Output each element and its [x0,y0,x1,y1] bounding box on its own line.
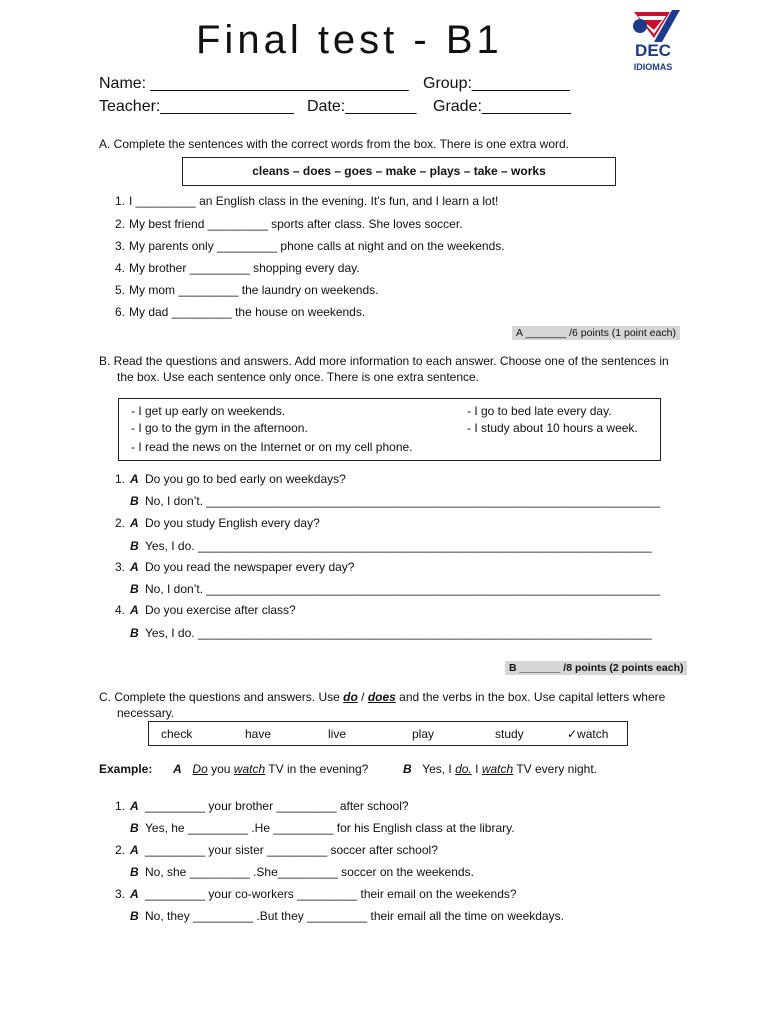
teacher-field-line[interactable]: Teacher:_______________ [99,98,294,115]
question-line[interactable]: _________ your co-workers _________ their email on the weekends? [145,887,517,901]
speaker-b-label: B [130,582,139,596]
example-label: Example: [99,762,153,776]
logo-icon [626,8,682,74]
svg-text:IDIOMAS: IDIOMAS [633,62,673,72]
section-b-item-number: 3. [115,560,126,574]
speaker-b-label: B [130,865,139,879]
speaker-a-label: A [130,560,139,574]
section-b-score: B _______ /8 points (2 points each) [505,661,687,675]
sentence-option: - I go to bed late every day. [467,404,612,418]
section-a-item-number: 1. [115,194,126,208]
dec-idiomas-logo [626,8,682,74]
section-a-item-text[interactable]: I _________ an English class in the evening. It’s fun, and I learn a lot! [129,194,499,208]
speaker-a-label: A [130,887,139,901]
section-b-item-number: 2. [115,516,126,530]
section-c-instruction-line2: necessary. [117,706,175,720]
question-text: Do you go to bed early on weekdays? [145,472,346,486]
instruction-slash: / [357,690,368,704]
speaker-a-label: A [130,799,139,813]
example-answer: do. [455,762,472,776]
section-c-item-number: 1. [115,799,126,813]
section-a-score: A _______ /6 points (1 point each) [512,326,680,340]
date-field-line[interactable]: Date:________ [307,98,417,115]
speaker-b-label: B [130,909,139,923]
section-c-verb-box [148,721,628,746]
answer-line[interactable]: Yes, I do. ____________________________________________________________________ [145,539,652,553]
answer-line[interactable]: No, I don’t. ____________________________________________________________________ [145,582,661,596]
section-b-instruction-line1: B. Read the questions and answers. Add more information to each answer. Choose one of the sentences in [99,354,669,368]
sentence-option: - I study about 10 hours a week. [467,421,638,435]
section-c-item-number: 3. [115,887,126,901]
example-text: I [475,762,479,776]
section-a-item-number: 2. [115,217,126,231]
speaker-a-label: A [173,762,182,776]
answer-line[interactable]: No, she _________ .She_________ soccer on the weekends. [145,865,474,879]
speaker-b-label: B [130,821,139,835]
section-a-item-text[interactable]: My parents only _________ phone calls at night and on the weekends. [129,239,505,253]
example-answer: Do [192,762,208,776]
group-field-line[interactable]: Group:___________ [423,75,570,92]
answer-line[interactable]: Yes, I do. ____________________________________________________________________ [145,626,652,640]
speaker-a-label: A [130,843,139,857]
example-text: TV every night. [516,762,598,776]
svg-text:DEC: DEC [635,41,671,60]
page-title: Final test - B1 [196,18,503,62]
answer-line[interactable]: No, they _________ .But they _________ their email all the time on weekdays. [145,909,564,923]
verb-option: check [161,727,193,741]
sentence-option: - I go to the gym in the afternoon. [131,421,308,435]
section-a-item-text[interactable]: My dad _________ the house on weekends. [129,305,366,319]
section-b-item-number: 1. [115,472,126,486]
instruction-do: do [343,690,358,704]
section-b-item-number: 4. [115,603,126,617]
example-answer: watch [481,762,514,776]
speaker-a-label: A [130,516,139,530]
question-text: Do you study English every day? [145,516,320,530]
answer-line[interactable]: No, I don’t. ____________________________________________________________________ [145,494,661,508]
answer-line[interactable]: Yes, he _________ .He _________ for his English class at the library. [145,821,515,835]
verb-option: play [412,727,435,741]
section-a-item-number: 4. [115,261,126,275]
verb-option: study [495,727,524,741]
example-text: Yes, I [422,762,452,776]
instruction-does: does [367,690,396,704]
question-line[interactable]: _________ your sister _________ soccer after school? [145,843,438,857]
section-a-item-text[interactable]: My mom _________ the laundry on weekends. [129,283,379,297]
section-a-item-text[interactable]: My best friend _________ sports after class. She loves soccer. [129,217,463,231]
grade-field-line[interactable]: Grade:__________ [433,98,571,115]
section-a-item-number: 3. [115,239,126,253]
section-c-instruction-line1 [99,689,665,705]
section-b-instruction-line2: the box. Use each sentence only once. There is one extra sentence. [117,370,480,384]
question-text: Do you exercise after class? [145,603,296,617]
sentence-option: - I read the news on the Internet or on my cell phone. [131,440,413,454]
speaker-b-label: B [130,539,139,553]
verb-option-checked: ✓watch [567,727,609,741]
instruction-text: and the verbs in the box. Use capital letters where [395,690,666,704]
question-text: Do you read the newspaper every day? [145,560,355,574]
example-text: TV in the evening? [268,762,369,776]
speaker-a-label: A [130,472,139,486]
speaker-a-label: A [130,603,139,617]
example-text: you [211,762,231,776]
speaker-b-label: B [130,626,139,640]
verb-option: live [328,727,347,741]
section-a-instruction: A. Complete the sentences with the correct words from the box. There is one extra word. [99,137,569,151]
sentence-option: - I get up early on weekends. [131,404,286,418]
instruction-text: C. Complete the questions and answers. Use [99,690,344,704]
section-a-item-text[interactable]: My brother _________ shopping every day. [129,261,360,275]
verb-option: have [245,727,272,741]
section-b-sentence-box [118,398,661,461]
name-field-line[interactable]: Name: _____________________________ [99,75,409,92]
question-line[interactable]: _________ your brother _________ after school? [145,799,409,813]
section-a-item-number: 5. [115,283,126,297]
section-a-item-number: 6. [115,305,126,319]
section-a-word-box: cleans – does – goes – make – plays – take – works [182,157,616,186]
example-row [99,762,597,776]
speaker-b-label: B [403,762,412,776]
section-c-item-number: 2. [115,843,126,857]
speaker-b-label: B [130,494,139,508]
example-answer: watch [233,762,266,776]
